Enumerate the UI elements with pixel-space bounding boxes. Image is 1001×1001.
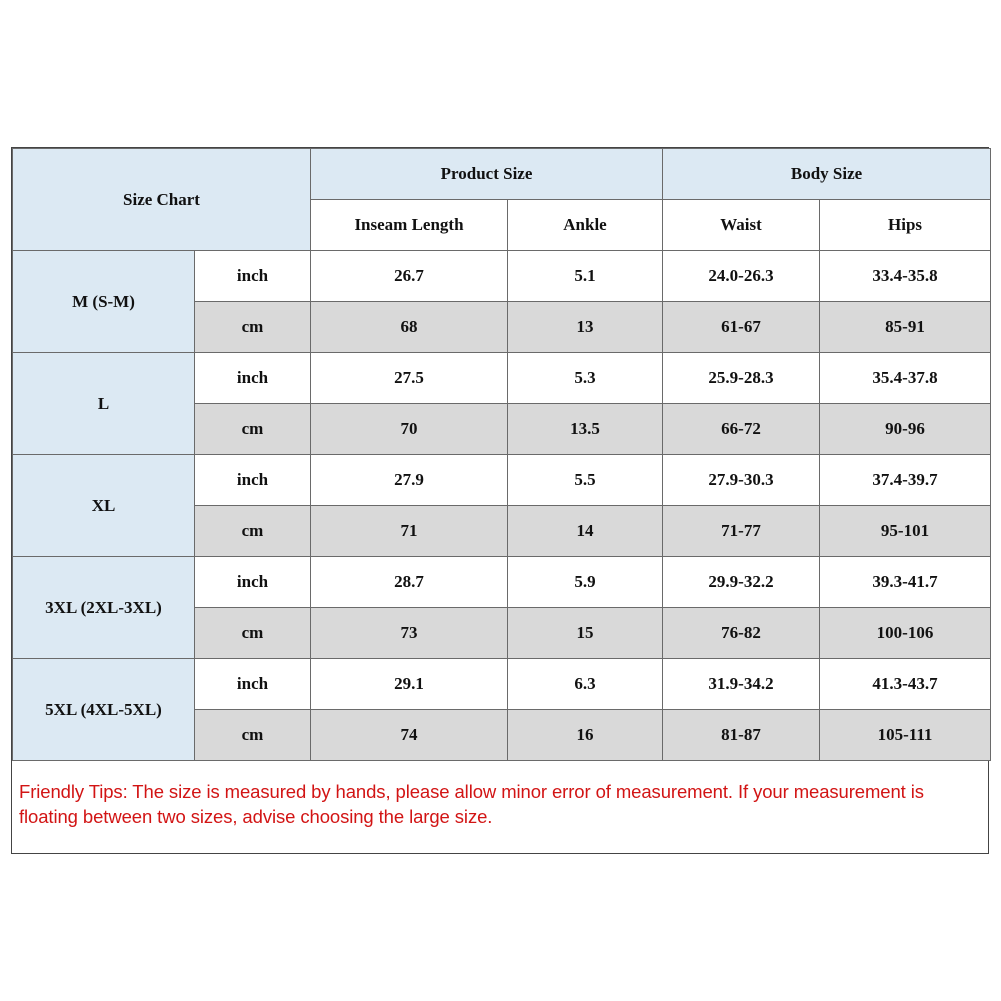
ankle-value: 13 (508, 302, 663, 353)
ankle-value: 16 (508, 710, 663, 761)
inseam-value: 68 (311, 302, 508, 353)
chart-title: Size Chart (13, 149, 311, 251)
size-name-l: L (13, 353, 195, 455)
header-row-groups (13, 149, 991, 200)
waist-value: 29.9-32.2 (663, 557, 820, 608)
group-header-body-size: Body Size (663, 149, 991, 200)
unit-label: cm (195, 506, 311, 557)
inseam-value: 29.1 (311, 659, 508, 710)
table-row (13, 455, 991, 506)
waist-value: 76-82 (663, 608, 820, 659)
waist-value: 61-67 (663, 302, 820, 353)
unit-label: cm (195, 608, 311, 659)
ankle-value: 13.5 (508, 404, 663, 455)
waist-value: 25.9-28.3 (663, 353, 820, 404)
inseam-value: 70 (311, 404, 508, 455)
inseam-value: 27.9 (311, 455, 508, 506)
ankle-value: 5.1 (508, 251, 663, 302)
waist-value: 31.9-34.2 (663, 659, 820, 710)
waist-value: 71-77 (663, 506, 820, 557)
friendly-tips: Friendly Tips: The size is measured by hands, please allow minor error of measurement. If your measurement is floating between two sizes, advise choosing the large size. (19, 781, 924, 827)
inseam-value: 28.7 (311, 557, 508, 608)
column-header-ankle: Ankle (508, 200, 663, 251)
hips-value: 39.3-41.7 (820, 557, 991, 608)
unit-label: inch (195, 455, 311, 506)
ankle-value: 14 (508, 506, 663, 557)
waist-value: 81-87 (663, 710, 820, 761)
waist-value: 27.9-30.3 (663, 455, 820, 506)
size-chart (11, 147, 989, 854)
hips-value: 35.4-37.8 (820, 353, 991, 404)
hips-value: 33.4-35.8 (820, 251, 991, 302)
table-row (13, 353, 991, 404)
hips-value: 41.3-43.7 (820, 659, 991, 710)
ankle-value: 6.3 (508, 659, 663, 710)
column-header-inseam-length: Inseam Length (311, 200, 508, 251)
size-name-xl: XL (13, 455, 195, 557)
unit-label: cm (195, 404, 311, 455)
waist-value: 66-72 (663, 404, 820, 455)
column-header-hips: Hips (820, 200, 991, 251)
hips-value: 37.4-39.7 (820, 455, 991, 506)
inseam-value: 71 (311, 506, 508, 557)
table-row (13, 251, 991, 302)
table-row (13, 659, 991, 710)
column-header-waist: Waist (663, 200, 820, 251)
unit-label: cm (195, 302, 311, 353)
ankle-value: 15 (508, 608, 663, 659)
size-name-3xl: 3XL (2XL-3XL) (13, 557, 195, 659)
ankle-value: 5.9 (508, 557, 663, 608)
hips-value: 105-111 (820, 710, 991, 761)
inseam-value: 74 (311, 710, 508, 761)
unit-label: inch (195, 353, 311, 404)
unit-label: inch (195, 659, 311, 710)
hips-value: 85-91 (820, 302, 991, 353)
hips-value: 100-106 (820, 608, 991, 659)
size-table (12, 148, 991, 761)
unit-label: inch (195, 557, 311, 608)
table-row (13, 557, 991, 608)
unit-label: inch (195, 251, 311, 302)
size-name-5xl: 5XL (4XL-5XL) (13, 659, 195, 761)
inseam-value: 73 (311, 608, 508, 659)
inseam-value: 27.5 (311, 353, 508, 404)
hips-value: 90-96 (820, 404, 991, 455)
ankle-value: 5.5 (508, 455, 663, 506)
group-header-product-size: Product Size (311, 149, 663, 200)
unit-label: cm (195, 710, 311, 761)
size-name-m: M (S-M) (13, 251, 195, 353)
hips-value: 95-101 (820, 506, 991, 557)
waist-value: 24.0-26.3 (663, 251, 820, 302)
inseam-value: 26.7 (311, 251, 508, 302)
ankle-value: 5.3 (508, 353, 663, 404)
